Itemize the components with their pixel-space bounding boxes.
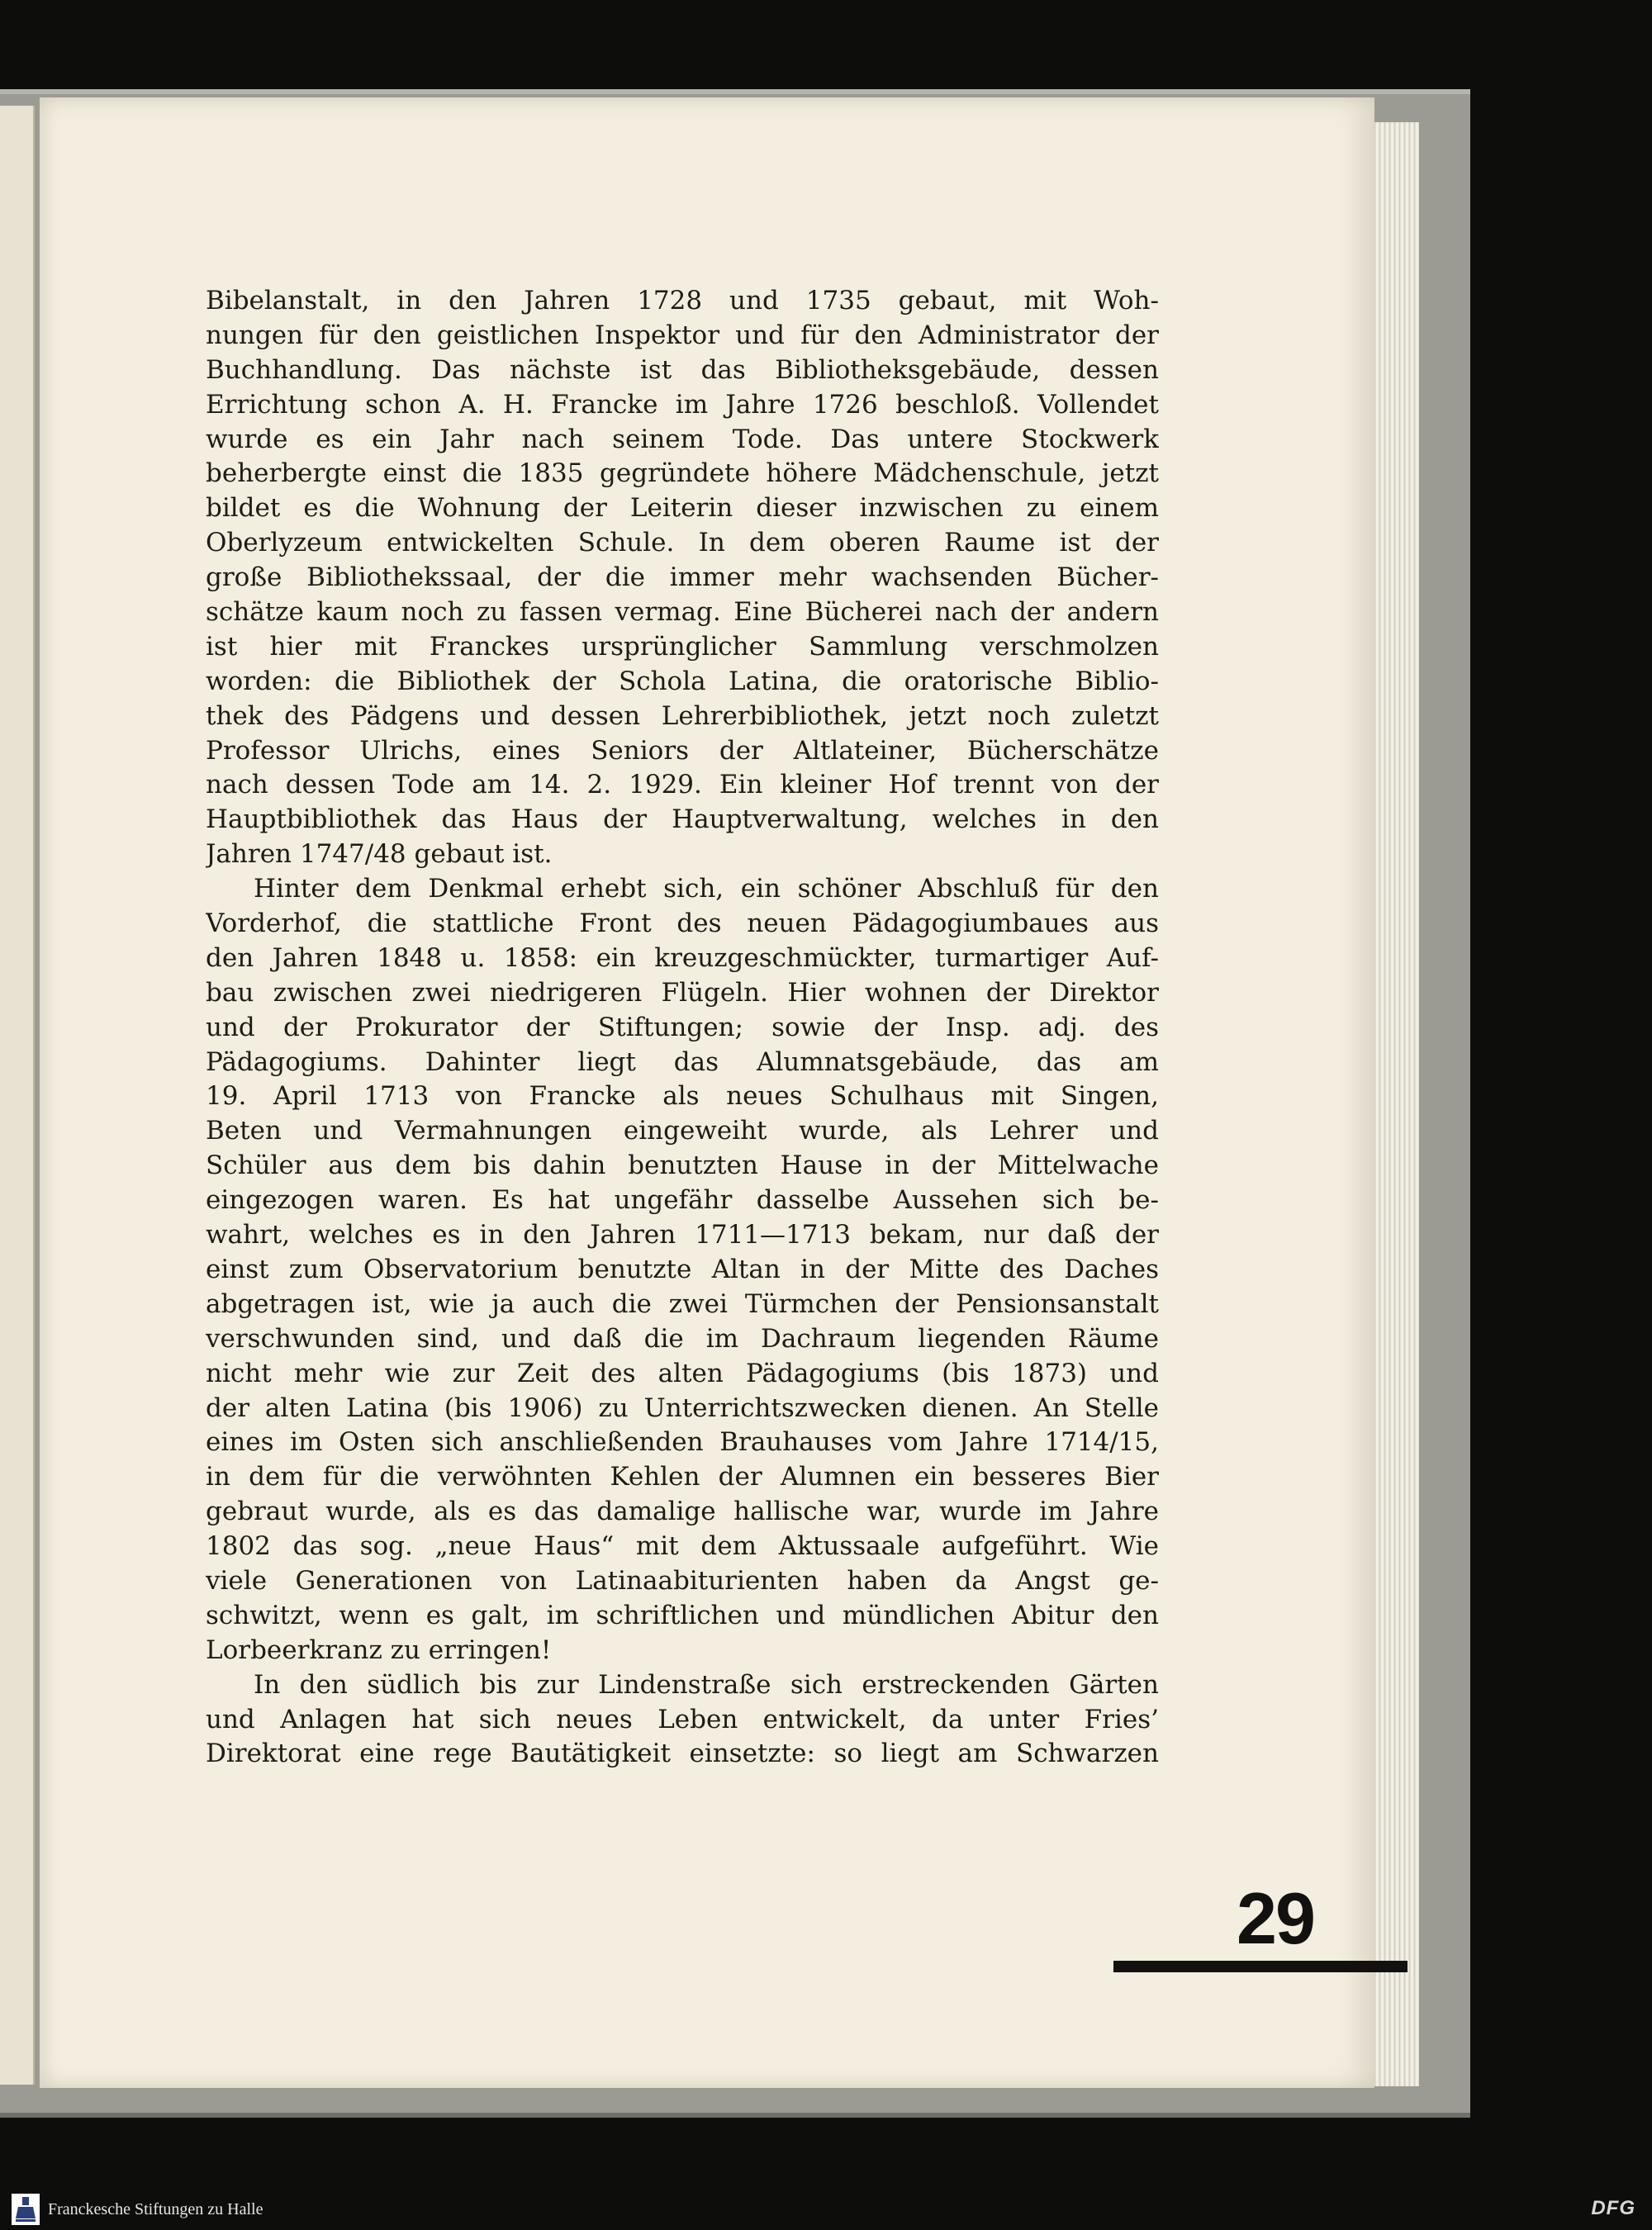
dfg-logo: DFG [1591, 2197, 1635, 2219]
text-line: und Anlagen hat sich neues Leben entwickelt, da unter Fries’ [206, 1704, 1159, 1734]
institution-logo-icon [12, 2194, 40, 2225]
text-line: wurde es ein Jahr nach seinem Tode. Das untere Stockwerk [206, 424, 1159, 454]
text-line: schätze kaum noch zu fassen vermag. Eine Bücherei nach der andern [206, 597, 1159, 628]
viewer-footer [0, 2189, 1652, 2230]
text-line: Bibelanstalt, in den Jahren 1728 und 1735 gebaut, mit Woh- [206, 286, 1159, 316]
text-line: worden: die Bibliothek der Schola Latina, die oratorische Biblio- [206, 666, 1159, 696]
text-line: Professor Ulrichs, eines Seniors der Altlateiner, Bücherschätze [206, 735, 1159, 766]
page-stack-edge [1371, 122, 1419, 2086]
body-text [206, 284, 1159, 1772]
text-line: große Bibliothekssaal, der die immer mehr wachsenden Bücher- [206, 562, 1159, 593]
text-line: wahrt, welches es in den Jahren 1711—1713 bekam, nur daß der [206, 1220, 1159, 1250]
text-line: Errichtung schon A. H. Francke im Jahre 1726 beschloß. Vollendet [206, 389, 1159, 420]
page-number-rule [1113, 1961, 1408, 1972]
text-line: bildet es die Wohnung der Leiterin dieser inzwischen zu einem [206, 493, 1159, 524]
text-line: Vorderhof, die stattliche Front des neuen Pädagogiumbaues aus [206, 909, 1159, 939]
text-line: Hauptbibliothek das Haus der Hauptverwaltung, welches in den [206, 804, 1159, 835]
left-page-edge [0, 106, 35, 2085]
text-line: Direktorat eine rege Bautätigkeit einsetzte: so liegt am Schwarzen [206, 1739, 1159, 1769]
text-line: Buchhandlung. Das nächste ist das Bibliotheksgebäude, dessen [206, 354, 1159, 385]
text-line: thek des Pädgens und dessen Lehrerbibliothek, jetzt noch zuletzt [206, 700, 1159, 731]
text-line: gebraut wurde, als es das damalige hallische war, wurde im Jahre [206, 1497, 1159, 1527]
text-line: nach dessen Tode am 14. 2. 1929. Ein kleiner Hof trennt von der [206, 770, 1159, 800]
text-line: und der Prokurator der Stiftungen; sowie der Insp. adj. des [206, 1012, 1159, 1042]
text-line: in dem für die verwöhnten Kehlen der Alumnen ein besseres Bier [206, 1462, 1159, 1492]
paragraph-start-line: Hinter dem Denkmal erhebt sich, ein schöner Abschluß für den [254, 874, 1159, 904]
text-line: bau zwischen zwei niedrigeren Flügeln. Hier wohnen der Direktor [206, 977, 1159, 1008]
text-line: nicht mehr wie zur Zeit des alten Pädagogiums (bis 1873) und [206, 1358, 1159, 1388]
text-line: eingezogen waren. Es hat ungefähr dasselbe Aussehen sich be- [206, 1185, 1159, 1216]
text-line: einst zum Observatorium benutzte Altan in der Mitte des Daches [206, 1254, 1159, 1284]
text-line: Pädagogiums. Dahinter liegt das Alumnatsgebäude, das am [206, 1046, 1159, 1077]
text-line: Beten und Vermahnungen eingeweiht wurde, als Lehrer und [206, 1116, 1159, 1146]
text-line: viele Generationen von Latinaabiturienten haben da Angst ge- [206, 1565, 1159, 1596]
text-line: Oberlyzeum entwickelten Schule. In dem oberen Raume ist der [206, 528, 1159, 558]
text-line: ist hier mit Franckes ursprünglicher Sammlung verschmolzen [206, 631, 1159, 662]
paragraph-end-line: Jahren 1747/48 gebaut ist. [206, 839, 553, 870]
text-line: eines im Osten sich anschließenden Brauhauses vom Jahre 1714/15, [206, 1427, 1159, 1458]
text-line: Schüler aus dem bis dahin benutzten Hause in der Mittelwache [206, 1151, 1159, 1181]
text-line: 19. April 1713 von Francke als neues Schulhaus mit Singen, [206, 1081, 1159, 1112]
paragraph-end-line: Lorbeerkranz zu erringen! [206, 1635, 552, 1665]
paragraph-start-line: In den südlich bis zur Lindenstraße sich erstreckenden Gärten [254, 1669, 1159, 1700]
institution-label: Franckesche Stiftungen zu Halle [48, 2200, 263, 2218]
text-line: abgetragen ist, wie ja auch die zwei Türmchen der Pensionsanstalt [206, 1288, 1159, 1319]
page-number: 29 [1237, 1877, 1314, 1959]
text-line: schwitzt, wenn es galt, im schriftlichen und mündlichen Abitur den [206, 1600, 1159, 1630]
text-line: verschwunden sind, und daß die im Dachraum liegenden Räume [206, 1323, 1159, 1354]
text-line: der alten Latina (bis 1906) zu Unterrichtszwecken dienen. An Stelle [206, 1393, 1159, 1423]
text-line: nungen für den geistlichen Inspektor und für den Administrator der [206, 320, 1159, 350]
text-line: 1802 das sog. „neue Haus“ mit dem Aktussaale aufgeführt. Wie [206, 1531, 1159, 1562]
book-page [40, 97, 1374, 2088]
text-line: den Jahren 1848 u. 1858: ein kreuzgeschmückter, turmartiger Auf- [206, 942, 1159, 973]
text-line: beherbergte einst die 1835 gegründete höhere Mädchenschule, jetzt [206, 458, 1159, 489]
